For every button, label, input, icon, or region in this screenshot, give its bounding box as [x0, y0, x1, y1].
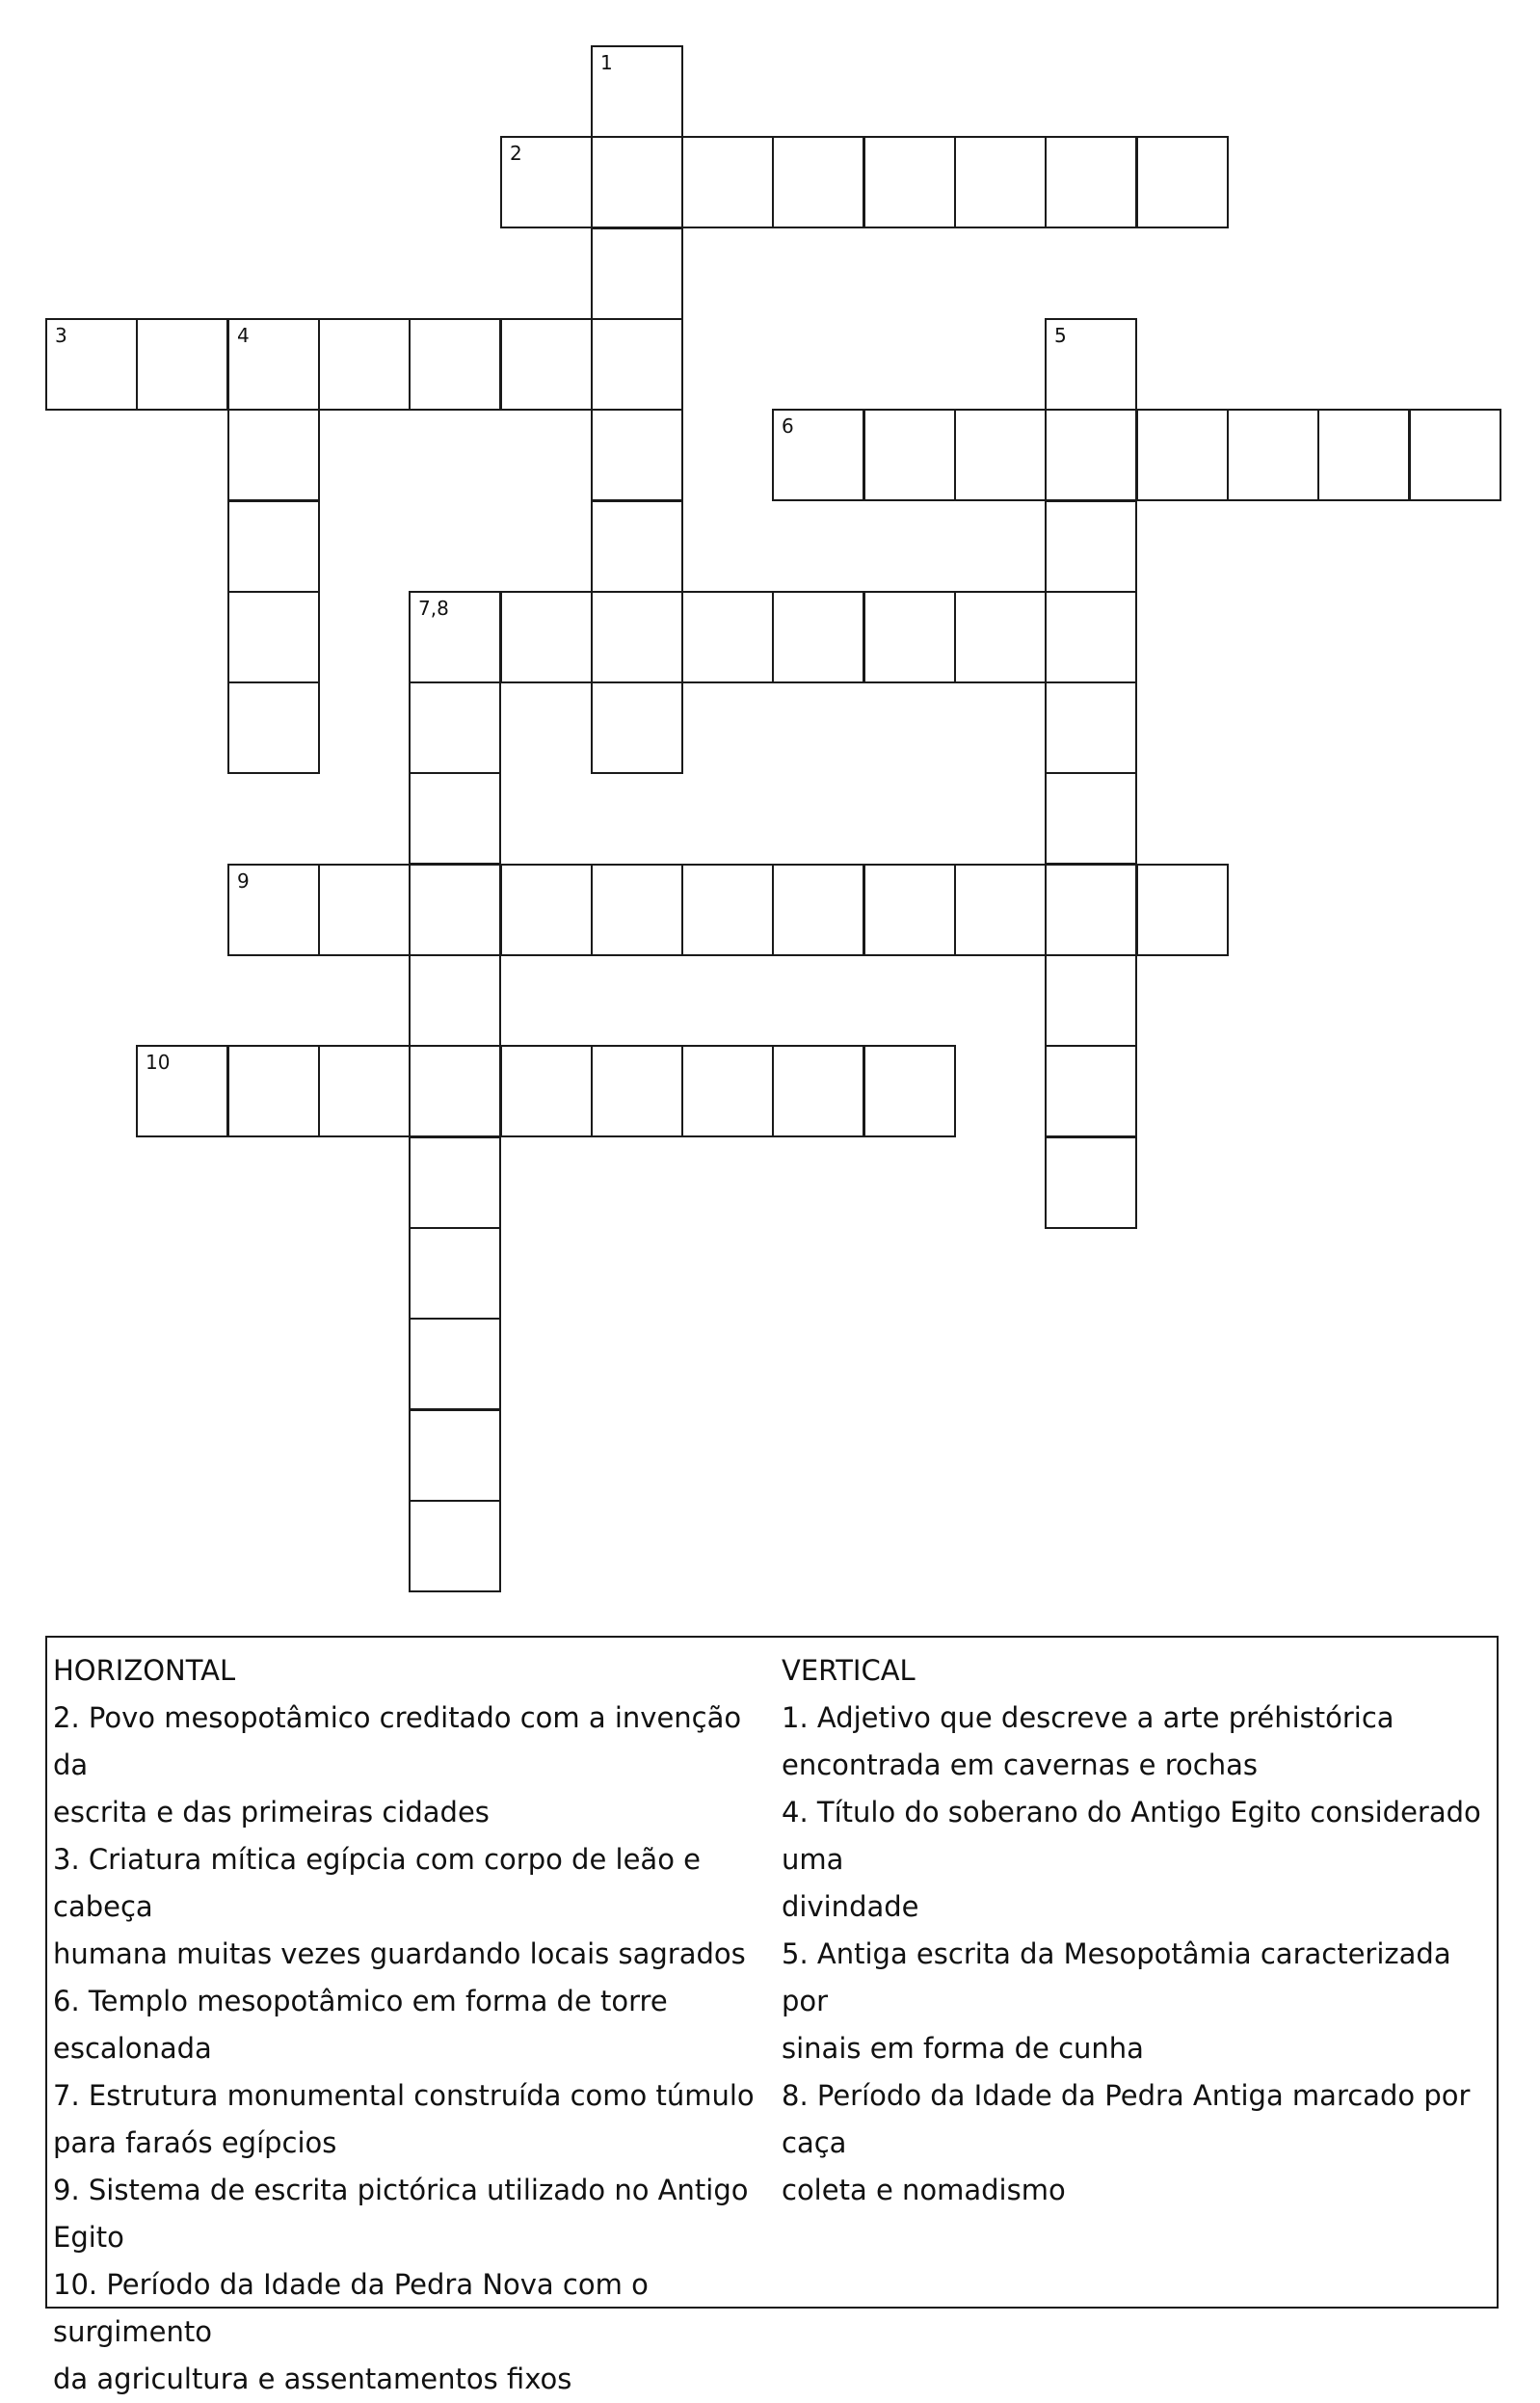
grid-cell[interactable]	[681, 1045, 774, 1137]
clue-v1-line1: 1. Adjetivo que descreve a arte préhistórica	[782, 1701, 1394, 1734]
grid-cell[interactable]	[409, 1318, 501, 1410]
clue-number: 9	[237, 869, 250, 893]
grid-cell[interactable]	[772, 1045, 864, 1137]
clue-h10-line2: da agricultura e assentamentos fixos	[53, 2363, 572, 2395]
grid-cell[interactable]	[227, 864, 320, 956]
clue-number: 1	[600, 51, 613, 74]
grid-cell[interactable]	[681, 864, 774, 956]
grid-cell[interactable]	[409, 1045, 501, 1137]
clues-box	[45, 1636, 1499, 2395]
grid-cell[interactable]	[591, 681, 683, 774]
vertical-heading: VERTICAL	[782, 1654, 916, 1687]
grid-cell[interactable]	[863, 591, 956, 683]
grid-cell[interactable]	[1045, 1045, 1137, 1137]
grid-cell[interactable]	[136, 1045, 228, 1137]
grid-cell[interactable]	[409, 1227, 501, 1320]
clue-h3-line2: humana muitas vezes guardando locais sagrados	[53, 1937, 746, 1970]
grid-cell[interactable]	[1045, 500, 1137, 593]
grid-cell[interactable]	[409, 1136, 501, 1229]
clue-h7-line2: para faraós egípcios	[53, 2126, 337, 2159]
grid-cell[interactable]	[863, 1045, 956, 1137]
clue-h2-line2: escrita e das primeiras cidades	[53, 1796, 490, 1829]
clue-number: 5	[1054, 324, 1067, 347]
grid-cell[interactable]	[863, 136, 956, 228]
grid-cell[interactable]	[681, 136, 774, 228]
clue-v5-line1: 5. Antiga escrita da Mesopotâmia caracterizada por	[782, 1937, 1451, 2017]
grid-cell[interactable]	[772, 864, 864, 956]
grid-cell[interactable]	[318, 318, 411, 411]
clue-v8-line1: 8. Período da Idade da Pedra Antiga marcado por caça	[782, 2079, 1471, 2159]
clue-h3-line1: 3. Criatura mítica egípcia com corpo de leão e cabeça	[53, 1843, 701, 1923]
grid-cell[interactable]	[409, 318, 501, 411]
grid-cell[interactable]	[591, 45, 683, 138]
grid-cell[interactable]	[500, 136, 593, 228]
grid-cell[interactable]	[227, 681, 320, 774]
grid-cell[interactable]	[500, 591, 593, 683]
grid-cell[interactable]	[227, 409, 320, 501]
grid-cell[interactable]	[772, 591, 864, 683]
grid-cell[interactable]	[591, 409, 683, 501]
grid-cell[interactable]	[772, 409, 864, 501]
clue-number: 7,8	[418, 597, 449, 620]
horizontal-clues	[53, 1647, 766, 2403]
grid-cell[interactable]	[954, 864, 1047, 956]
grid-cell[interactable]	[227, 591, 320, 683]
grid-cell[interactable]	[45, 318, 138, 411]
grid-cell[interactable]	[772, 136, 864, 228]
clue-h7-line1: 7. Estrutura monumental construída como túmulo	[53, 2079, 755, 2112]
grid-cell[interactable]	[409, 591, 501, 683]
grid-cell[interactable]	[1045, 954, 1137, 1047]
clue-v4-line2: divindade	[782, 1890, 919, 1923]
grid-cell[interactable]	[500, 864, 593, 956]
grid-cell[interactable]	[227, 318, 320, 411]
grid-cell[interactable]	[591, 591, 683, 683]
grid-cell[interactable]	[500, 318, 593, 411]
grid-cell[interactable]	[954, 409, 1047, 501]
clue-number: 6	[782, 414, 794, 438]
grid-cell[interactable]	[591, 227, 683, 320]
horizontal-heading: HORIZONTAL	[53, 1654, 236, 1687]
clue-h9-line2: Egito	[53, 2221, 124, 2254]
grid-cell[interactable]	[318, 1045, 411, 1137]
clue-h6-line2: escalonada	[53, 2032, 212, 2065]
grid-cell[interactable]	[227, 1045, 320, 1137]
clue-h9-line1: 9. Sistema de escrita pictórica utilizado no Antigo	[53, 2174, 749, 2206]
clue-h10-line1: 10. Período da Idade da Pedra Nova com o surgimento	[53, 2268, 649, 2348]
grid-cell[interactable]	[318, 864, 411, 956]
grid-cell[interactable]	[1045, 681, 1137, 774]
clue-v4-line1: 4. Título do soberano do Antigo Egito considerado uma	[782, 1796, 1481, 1876]
grid-cell[interactable]	[1136, 136, 1229, 228]
clue-h2-line1: 2. Povo mesopotâmico creditado com a invenção da	[53, 1701, 742, 1781]
grid-cell[interactable]	[409, 772, 501, 865]
grid-cell[interactable]	[1136, 409, 1229, 501]
clue-h6-line1: 6. Templo mesopotâmico em forma de torre	[53, 1985, 668, 2017]
clue-number: 3	[55, 324, 67, 347]
grid-cell[interactable]	[409, 1500, 501, 1592]
grid-cell[interactable]	[1409, 409, 1501, 501]
clue-number: 10	[146, 1051, 171, 1074]
grid-cell[interactable]	[1045, 409, 1137, 501]
vertical-clues	[782, 1647, 1495, 2214]
grid-cell[interactable]	[227, 500, 320, 593]
grid-cell[interactable]	[1045, 1136, 1137, 1229]
clue-number: 2	[510, 142, 522, 165]
grid-cell[interactable]	[1045, 318, 1137, 411]
grid-cell[interactable]	[1227, 409, 1319, 501]
grid-cell[interactable]	[591, 1045, 683, 1137]
grid-cell[interactable]	[863, 409, 956, 501]
grid-cell[interactable]	[863, 864, 956, 956]
grid-cell[interactable]	[409, 1409, 501, 1502]
grid-cell[interactable]	[1045, 772, 1137, 865]
grid-cell[interactable]	[954, 591, 1047, 683]
grid-cell[interactable]	[1317, 409, 1410, 501]
grid-cell[interactable]	[591, 500, 683, 593]
clue-number: 4	[237, 324, 250, 347]
grid-cell[interactable]	[591, 136, 683, 228]
grid-cell[interactable]	[1045, 136, 1137, 228]
grid-cell[interactable]	[1045, 864, 1137, 956]
grid-cell[interactable]	[409, 681, 501, 774]
grid-cell[interactable]	[409, 954, 501, 1047]
grid-cell[interactable]	[1136, 864, 1229, 956]
grid-cell[interactable]	[681, 591, 774, 683]
clue-v8-line2: coleta e nomadismo	[782, 2174, 1066, 2206]
grid-cell[interactable]	[136, 318, 228, 411]
grid-cell[interactable]	[954, 136, 1047, 228]
grid-cell[interactable]	[500, 1045, 593, 1137]
grid-cell[interactable]	[1045, 591, 1137, 683]
grid-cell[interactable]	[591, 864, 683, 956]
grid-cell[interactable]	[591, 318, 683, 411]
clue-v5-line2: sinais em forma de cunha	[782, 2032, 1144, 2065]
grid-cell[interactable]	[409, 864, 501, 956]
clue-v1-line2: encontrada em cavernas e rochas	[782, 1749, 1258, 1781]
